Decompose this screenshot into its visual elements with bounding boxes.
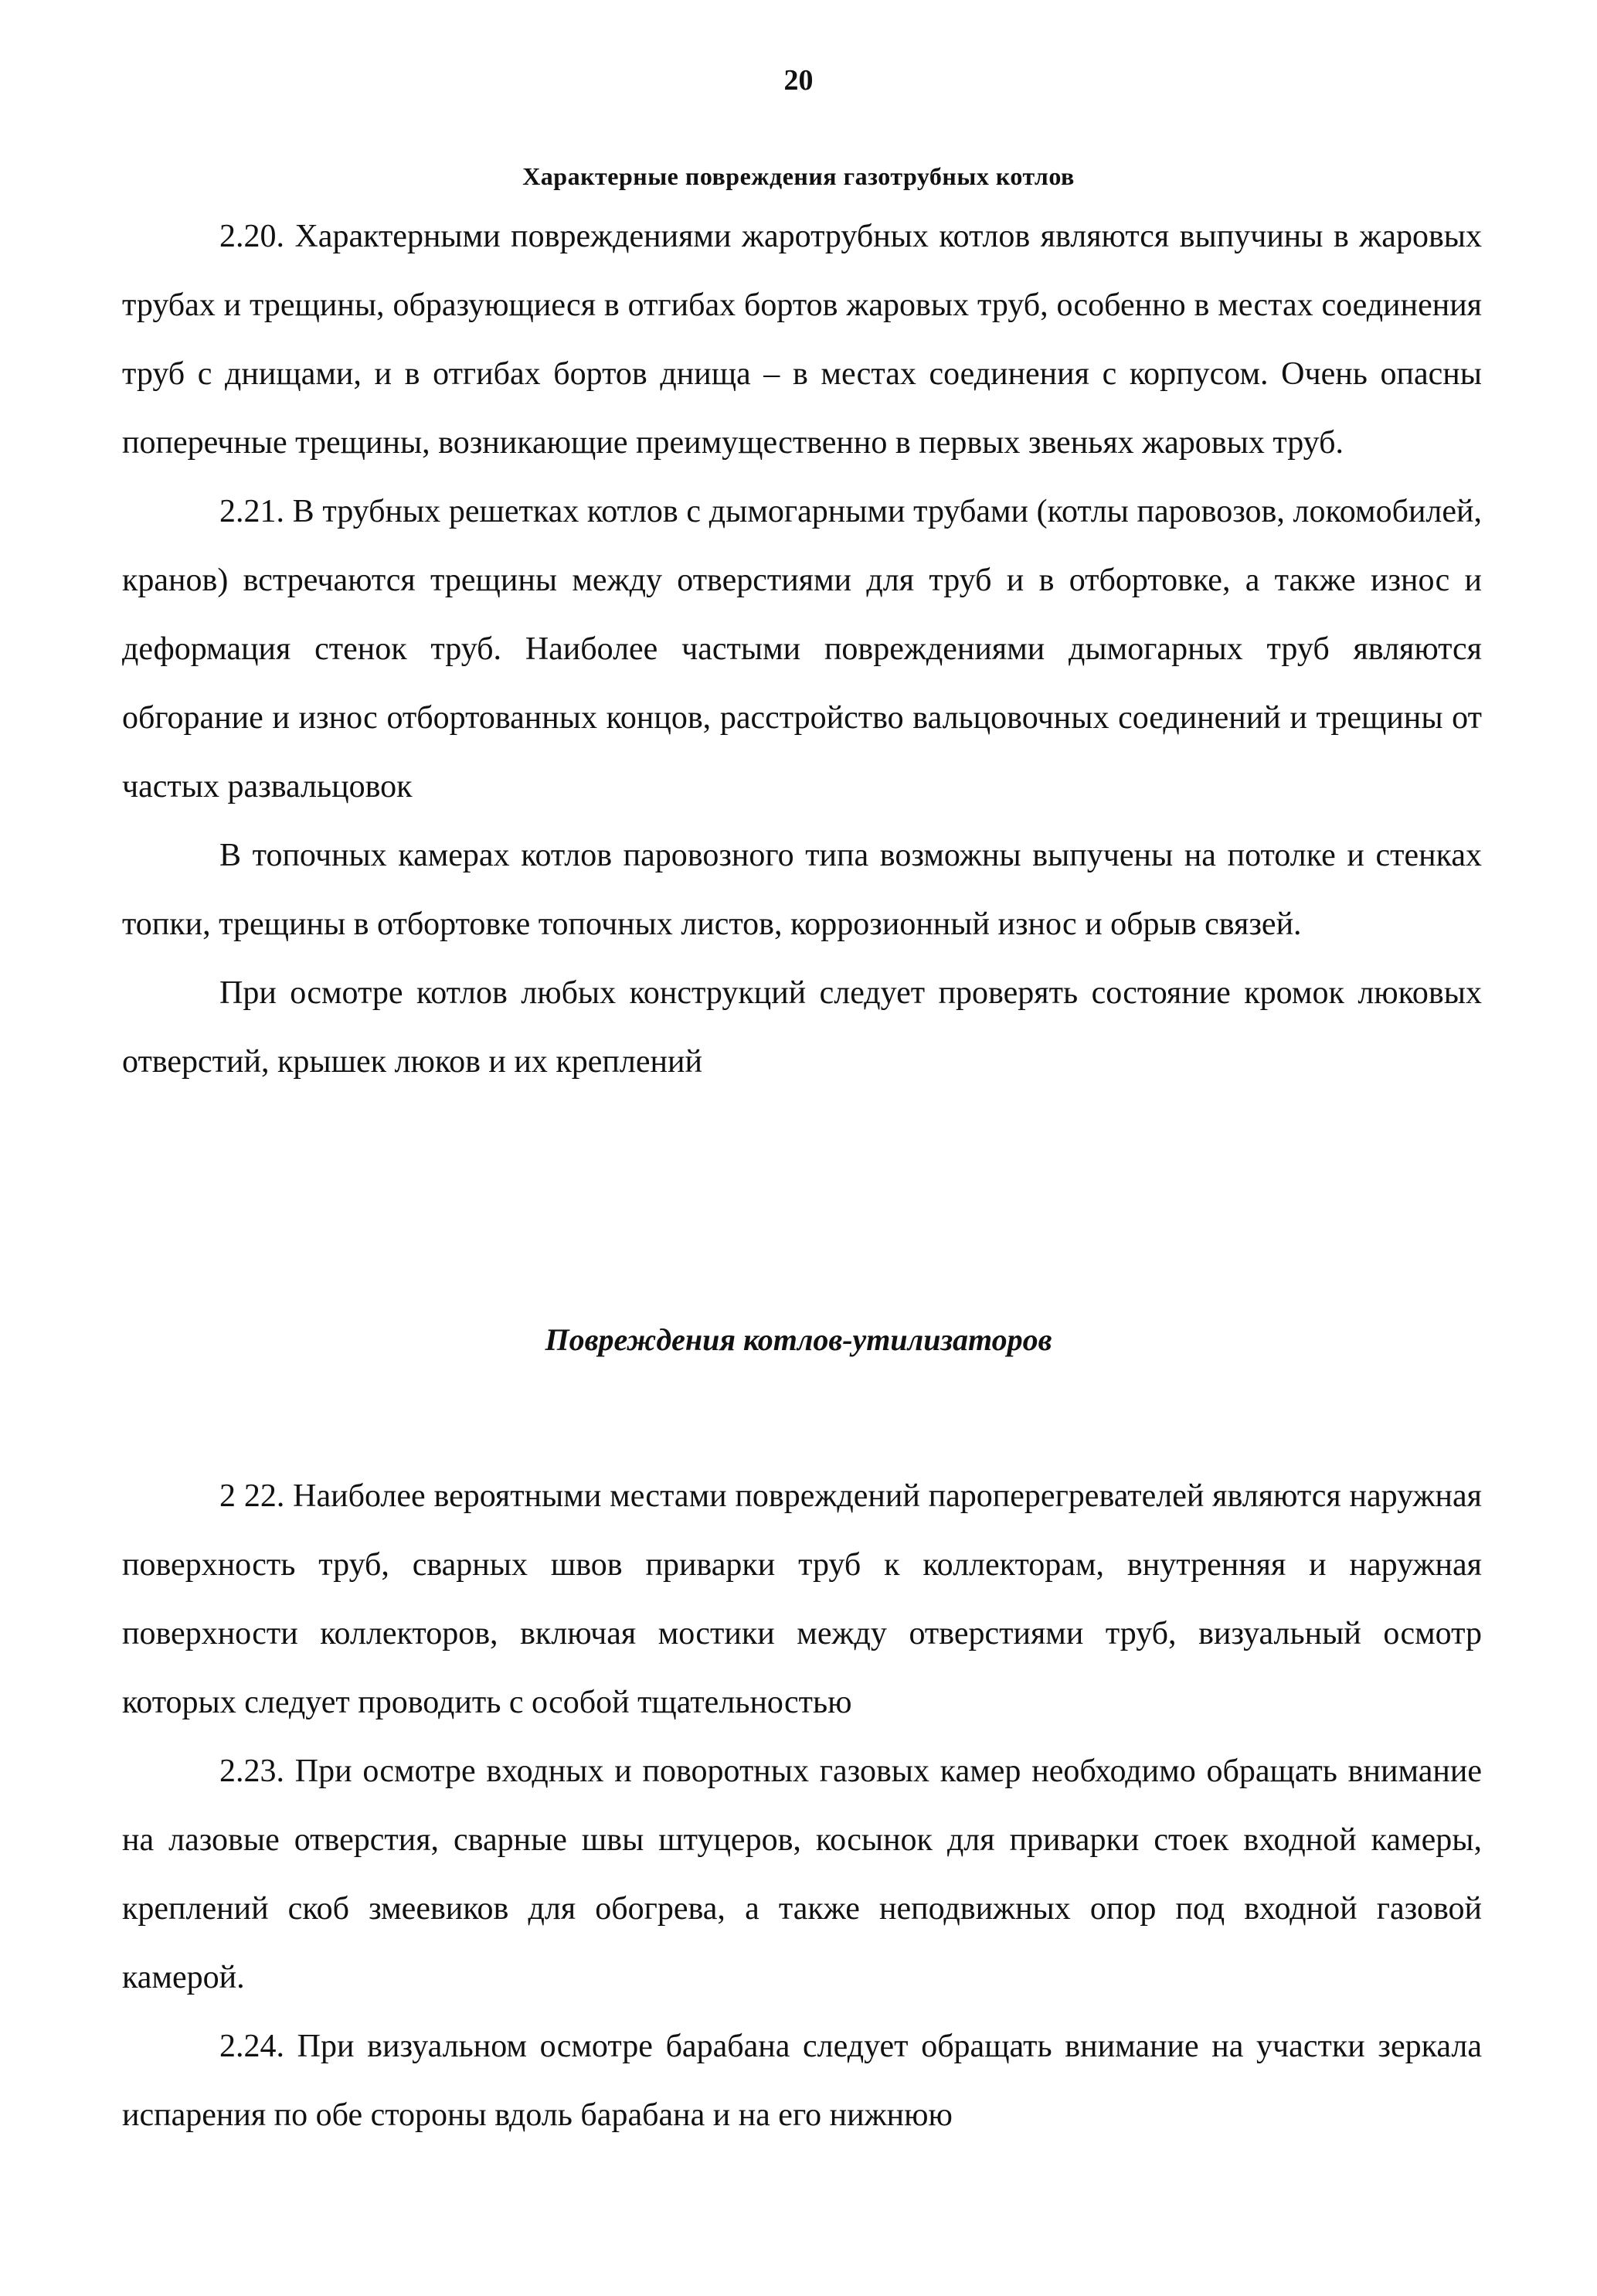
paragraph-2-20: 2.20. Характерными повреждениями жаротрубных котлов являются выпучины в жаровых трубах и трещины, образующиеся в отгибах бортов жаровых труб, особенно в местах соединения труб с днищами, и в отгибах бортов днища – в местах соединения с корпусом. Очень опасны поперечные трещины, возникающие преимущественно в первых звеньях жаровых труб.	[122, 219, 1482, 461]
paragraph-inspection-hatches: При осмотре котлов любых конструкций следует проверять состояние кромок люковых отверстий, крышек люков и их креплений	[122, 975, 1482, 1080]
paragraph-2-24: 2.24. При визуальном осмотре барабана следует обращать внимание на участки зеркала испарения по обе стороны вдоль барабана и на его нижнюю	[122, 2029, 1482, 2133]
paragraph-2-21: 2.21. В трубных решетках котлов с дымогарными трубами (котлы паровозов, локомобилей, кранов) встречаются трещины между отверстиями для труб и в отбортовке, а также износ и деформация стенок труб. Наиболее частыми повреждениями дымогарных труб являются обгорание и износ отбортованных концов, расстройство вальцовочных соединений и трещины от частых развальцовок	[122, 494, 1482, 804]
paragraph-2-22: 2 22. Наиболее вероятными местами повреждений пароперегревателей являются наружная поверхность труб, сварных швов приварки труб к коллекторам, внутренняя и наружная поверхности коллекторов, включая мостики между отверстиями труб, визуальный осмотр которых следует проводить с особой тщательностью	[122, 1478, 1482, 1720]
paragraph-firebox-chambers: В топочных камерах котлов паровозного типа возможны выпучены на потолке и стенках топки, трещины в отбортовке топочных листов, коррозионный износ и обрыв связей.	[122, 838, 1482, 942]
paragraph-2-23: 2.23. При осмотре входных и поворотных газовых камер необходимо обращать внимание на лазовые отверстия, сварные швы штуцеров, косынок для приварки стоек входной камеры, креплений скоб змеевиков для обогрева, а также неподвижных опор под входной газовой камерой.	[122, 1753, 1482, 1995]
text-block-gas-tube-boilers	[122, 202, 1482, 1097]
text-block-waste-heat-boilers	[122, 1462, 1482, 2150]
page-number: 20	[783, 64, 814, 97]
subsection-heading: Повреждения котлов-утилизаторов	[545, 1322, 1052, 1357]
section-heading: Характерные повреждения газотрубных котлов	[522, 162, 1075, 190]
